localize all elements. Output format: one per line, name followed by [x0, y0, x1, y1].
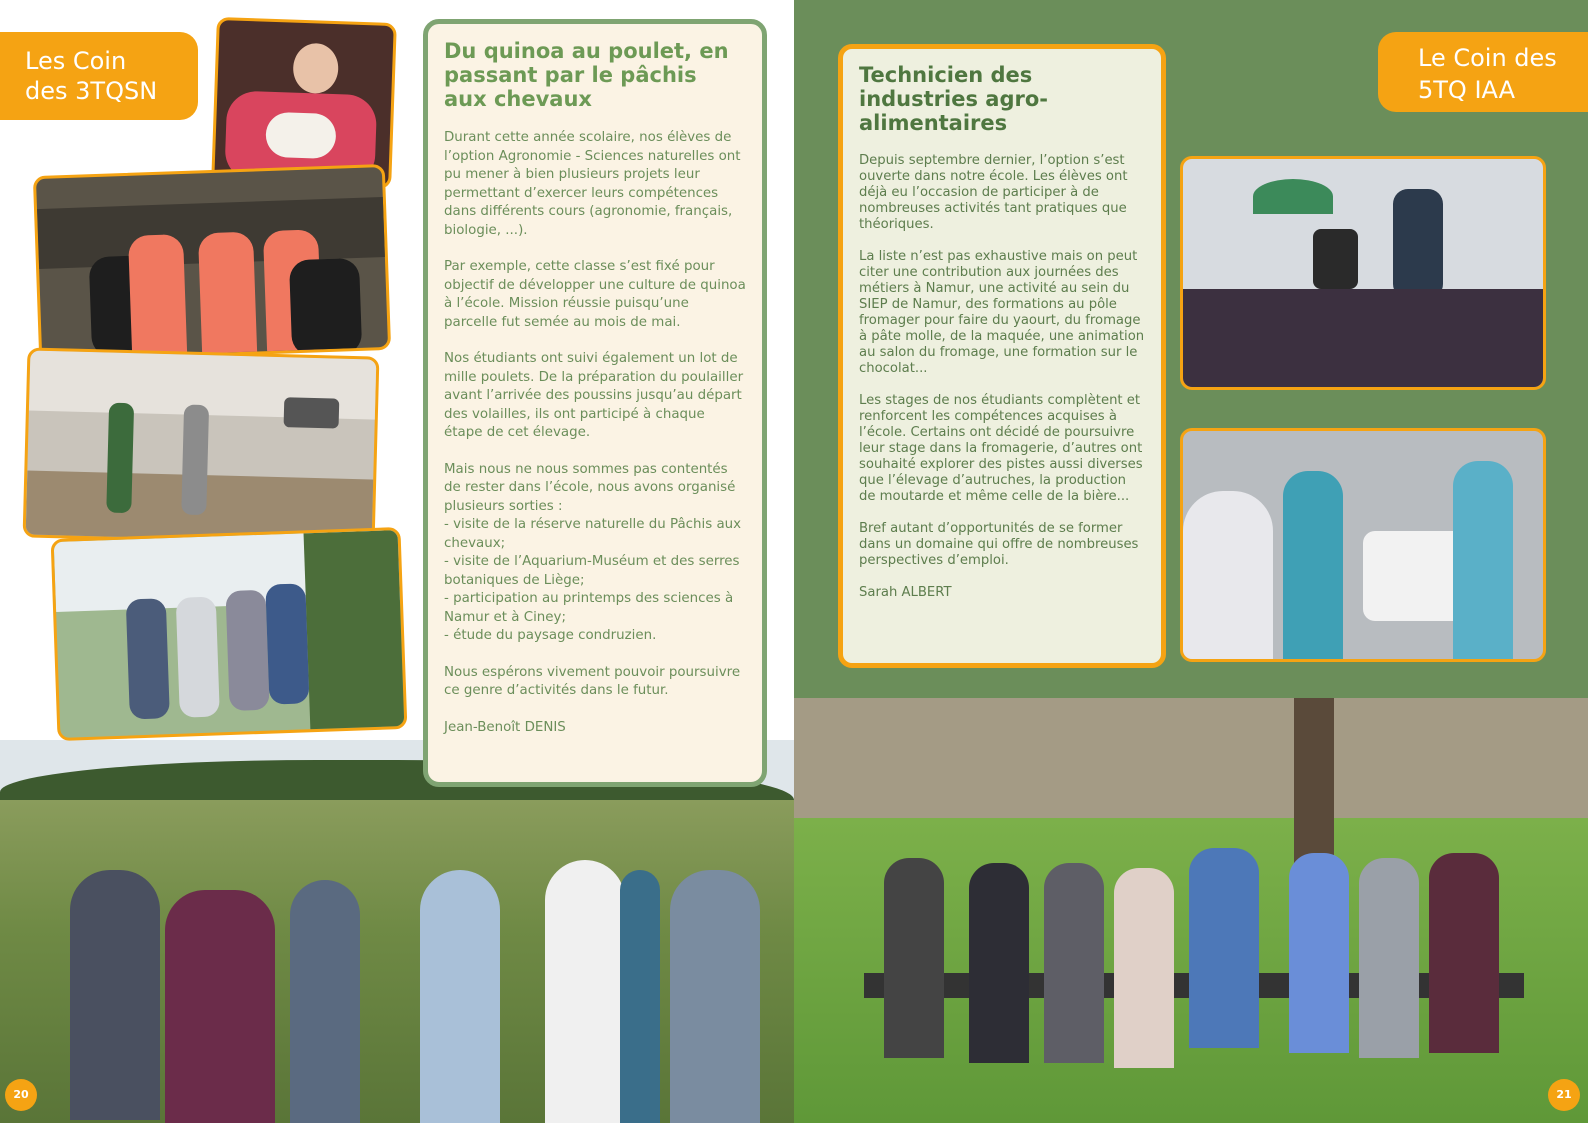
article-paragraph: Par exemple, cette classe s’est fixé pour objectif de développer une culture de quinoa à l’école. Mission réussie puisqu’une parcelle fut semée au mois de mai. [444, 259, 746, 330]
group-photo [794, 698, 1588, 1123]
chicken-house-photo [23, 347, 380, 546]
section-tag-3tqsn [0, 32, 198, 120]
classroom-photo [1180, 156, 1546, 390]
sheep-photo [211, 17, 397, 189]
tag-line-2: des 3TQSN [25, 77, 158, 105]
article-paragraph: Depuis septembre dernier, l’option s’est ouverte dans notre école. Les élèves ont déjà eu l’occasion de participer à de nombreuses activités tant pratiques que théoriques. [859, 153, 1128, 232]
article-signature: Sarah ALBERT [859, 585, 952, 600]
article-quinoa [423, 19, 767, 787]
tag-line-1: Les Coin [25, 47, 127, 75]
students-writing-photo [51, 527, 408, 741]
right-page [794, 0, 1588, 1123]
field-photo [0, 740, 794, 1123]
cows-photo [33, 164, 391, 362]
tag-line-2: 5TQ IAA [1418, 76, 1516, 104]
article-technicien [838, 44, 1166, 668]
article-title: Technicien des industries agro-alimentaires [859, 63, 1048, 135]
page-number: 20 [5, 1079, 37, 1111]
page-number: 21 [1548, 1079, 1580, 1111]
article-paragraph: Les stages de nos étudiants complètent et renforcent les compétences acquises à l’école. Certains ont décidé de poursuivre leur stage dans la fromagerie, d’autres ont souhaité explorer des pistes aussi diverses que l’élevage d’autruches, la production de moutarde et même celle de la bière... [859, 393, 1143, 504]
cheese-workshop-photo [1180, 428, 1546, 662]
article-paragraph: Mais nous ne nous sommes pas contentés de rester dans l’école, nous avons organisé plusieurs sorties : - visite de la réserve naturelle du Pâchis aux chevaux; - visite de l’Aquarium-Muséum et des serres botaniques de Liège; - participation au printemps des sciences à Namur et à Ciney; - étude du paysage condruzien. [444, 461, 742, 643]
article-paragraph: La liste n’est pas exhaustive mais on peut citer une contribution aux journées des métiers à Namur, une activité au sein du SIEP de Namur, des formations au pôle fromager pour faire du yaourt, du fromage à pâte molle, de la maquée, une animation au salon du fromage, une formation sur le chocolat... [859, 249, 1145, 376]
article-signature: Jean-Benoît DENIS [444, 719, 566, 735]
article-paragraph: Nos étudiants ont suivi également un lot de mille poulets. De la préparation du poulailler avant l’arrivée des poussins jusqu’au départ des volailles, ils ont participé à chaque étape de cet élevage. [444, 351, 744, 440]
section-tag-5tq-iaa [1378, 32, 1588, 112]
article-paragraph: Bref autant d’opportunités de se former dans un domaine qui offre de nombreuses perspectives d’emploi. [859, 521, 1139, 568]
tag-line-1: Le Coin des [1418, 44, 1557, 72]
article-paragraph: Durant cette année scolaire, nos élèves de l’option Agronomie - Sciences naturelles ont pu mener à bien plusieurs projets leur permettant d’exercer leurs compétences dans différents cours (agronomie, français, biologie, ...). [444, 130, 741, 238]
article-title: Du quinoa au poulet, en passant par le pâchis aux chevaux [444, 39, 729, 111]
article-paragraph: Nous espérons vivement pouvoir poursuivre ce genre d’activités dans le futur. [444, 664, 741, 698]
